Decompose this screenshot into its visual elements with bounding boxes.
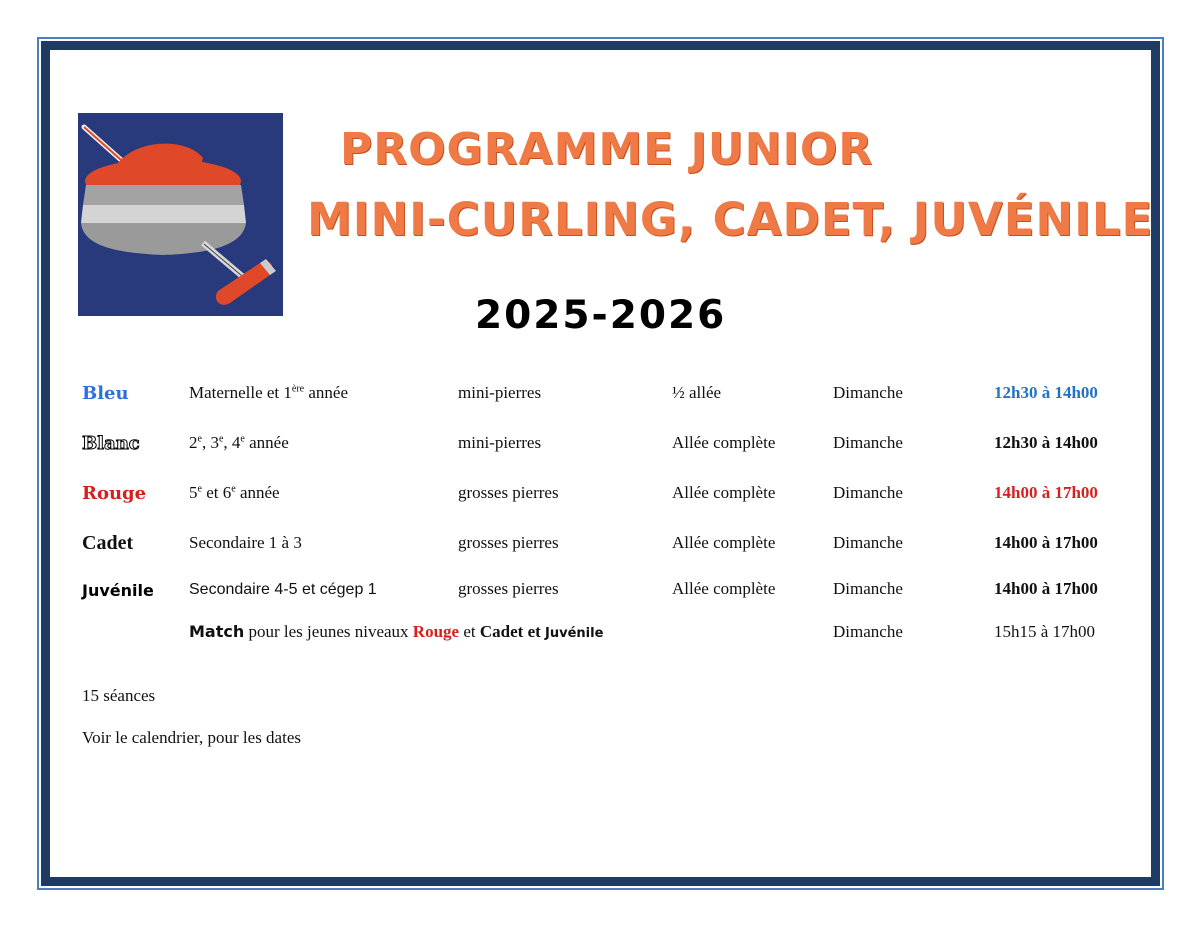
group-label: Blanc xyxy=(82,433,140,454)
lane-text: Allée complète xyxy=(672,483,776,502)
level-text: Maternelle et 1ère année xyxy=(189,383,349,402)
level-text: 2e, 3e, 4e année xyxy=(189,433,289,452)
program-title: PROGRAMME JUNIOR xyxy=(340,124,874,175)
day-text: Dimanche xyxy=(833,533,903,552)
level-text: 5e et 6e année xyxy=(189,483,280,502)
day-text: Dimanche xyxy=(833,579,903,598)
lane-text: Allée complète xyxy=(672,579,776,598)
time-text: 15h15 à 17h00 xyxy=(994,622,1096,641)
schedule-row-bleu xyxy=(0,383,1200,413)
time-text: 12h30 à 14h00 xyxy=(994,433,1098,452)
schedule-row-juvenile xyxy=(0,579,1200,609)
lane-text: Allée complète xyxy=(672,533,776,552)
schedule-row-match xyxy=(0,622,1200,652)
stones-text: grosses pierres xyxy=(458,579,559,598)
stones-text: grosses pierres xyxy=(458,483,559,502)
day-text: Dimanche xyxy=(833,622,903,641)
season-year: 2025-2026 xyxy=(475,293,727,338)
lane-text: ½ allée xyxy=(672,383,722,402)
day-text: Dimanche xyxy=(833,383,903,402)
lane-text: Allée complète xyxy=(672,433,776,452)
time-text: 14h00 à 17h00 xyxy=(994,533,1098,552)
schedule-row-rouge xyxy=(0,483,1200,513)
time-text: 14h00 à 17h00 xyxy=(994,579,1098,598)
calendar-note: Voir le calendrier, pour les dates xyxy=(82,728,301,747)
group-label: Cadet xyxy=(82,532,134,554)
schedule-row-blanc xyxy=(0,433,1200,463)
stones-text: grosses pierres xyxy=(458,533,559,552)
group-label: Rouge xyxy=(82,483,147,504)
curling-stone-icon xyxy=(78,113,283,316)
time-text: 14h00 à 17h00 xyxy=(994,483,1098,502)
stones-text: mini-pierres xyxy=(458,383,542,402)
time-text: 12h30 à 14h00 xyxy=(994,383,1098,402)
group-label: Bleu xyxy=(82,383,129,404)
group-label: Juvénile xyxy=(82,581,154,600)
schedule-row-cadet xyxy=(0,532,1200,562)
program-subtitle: MINI-CURLING, CADET, JUVÉNILE xyxy=(307,193,1154,246)
level-text: Secondaire 1 à 3 xyxy=(189,533,302,552)
day-text: Dimanche xyxy=(833,433,903,452)
stones-text: mini-pierres xyxy=(458,433,542,452)
day-text: Dimanche xyxy=(833,483,903,502)
match-description: Match pour les jeunes niveaux Rouge et Cadet et Juvénile xyxy=(189,622,604,641)
level-text: Secondaire 4-5 et cégep 1 xyxy=(189,581,377,598)
sessions-note: 15 séances xyxy=(82,686,156,705)
